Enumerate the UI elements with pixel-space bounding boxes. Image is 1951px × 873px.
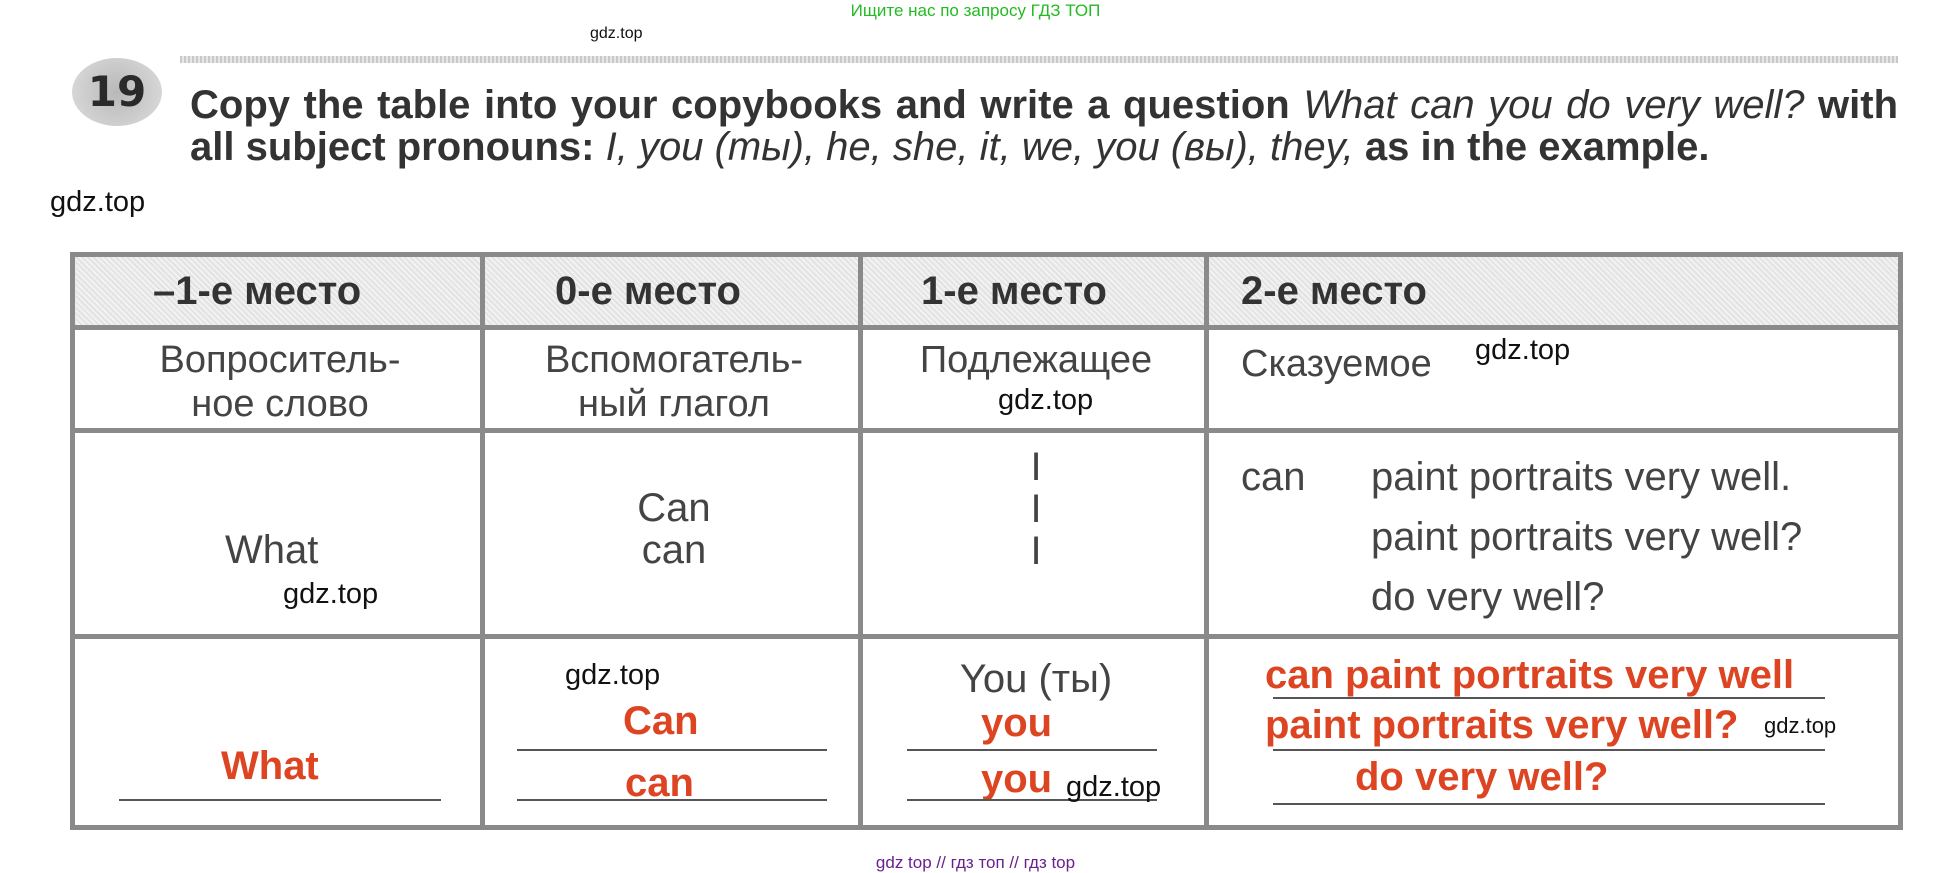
header-label: 2-е место	[1241, 269, 1427, 313]
header-cell	[861, 255, 1207, 328]
role-line: Вопроситель-	[159, 339, 401, 382]
example-cell	[73, 430, 483, 636]
answer-subject-1: you	[981, 700, 1053, 745]
answer-underline	[1273, 697, 1825, 699]
header-cell	[483, 255, 861, 328]
answer-underline	[119, 799, 441, 801]
watermark-you: gdz.top	[1066, 770, 1162, 803]
instruction-question: What can you do very well?	[1303, 83, 1805, 127]
role-cell	[483, 328, 861, 431]
watermark-what: gdz.top	[283, 577, 379, 610]
footer-links[interactable]: gdz top // гдз топ // гдз top	[875, 853, 1076, 872]
watermark-predicate-row: gdz.top	[1764, 712, 1837, 738]
instruction-part1: Copy the table into your copybooks and write a question	[190, 83, 1290, 127]
decorative-rule	[180, 56, 1898, 63]
answer-aux-1: Can	[623, 698, 699, 743]
role-row	[73, 328, 1901, 431]
role-cell	[1207, 328, 1901, 431]
answer-underline	[1273, 803, 1825, 805]
role-cell	[861, 328, 1207, 431]
example-row	[73, 430, 1901, 636]
example-cell	[1207, 430, 1901, 636]
answer-cell	[1207, 636, 1901, 827]
top-banner[interactable]: Ищите нас по запросу ГДЗ ТОП	[850, 1, 1101, 20]
example-qword: What	[225, 527, 319, 572]
watermark-predicate: gdz.top	[1475, 334, 1571, 367]
role-line: Вспомогатель-	[544, 339, 804, 382]
watermark-left: gdz.top	[50, 186, 146, 218]
example-subject: I	[1030, 444, 1042, 489]
example-subject: I	[1030, 486, 1042, 531]
answer-aux-2: can	[625, 760, 694, 805]
role-line: ный глагол	[578, 383, 770, 426]
header-cell	[73, 255, 483, 328]
example-subject: I	[1030, 528, 1042, 573]
example-predicate: paint portraits very well?	[1371, 514, 1803, 559]
role-subject: Подлежащее	[919, 339, 1153, 382]
instruction-part3: with all subject pronouns:	[190, 83, 1898, 169]
exercise-number-badge: 19	[72, 58, 162, 126]
role-predicate: Сказуемое	[1241, 343, 1432, 386]
example-aux-2: can	[641, 527, 707, 572]
answer-subject-2: you	[981, 756, 1053, 801]
role-line: ное слово	[191, 383, 369, 426]
role-cell	[73, 328, 483, 431]
answer-predicate: can paint portraits very well	[1265, 652, 1795, 697]
role-qword	[75, 338, 485, 426]
role-aux	[485, 338, 863, 426]
instruction-pronouns: I, you (ты), he, she, it, we, you (вы), they,	[605, 125, 1354, 169]
answer-predicate: do very well?	[1355, 754, 1609, 799]
watermark-subject: gdz.top	[998, 384, 1094, 417]
header-cell	[1207, 255, 1901, 328]
answer-subject-given: You (ты)	[959, 656, 1113, 701]
example-predicate: do very well?	[1371, 574, 1605, 619]
watermark-aux: gdz.top	[565, 658, 661, 691]
answer-underline	[517, 749, 827, 751]
example-cell	[861, 430, 1207, 636]
example-aux-1: Can	[637, 485, 711, 530]
answer-qword: What	[221, 743, 319, 788]
header-label: 1-е место	[921, 269, 1107, 313]
answer-predicate: paint portraits very well?	[1265, 702, 1739, 747]
answer-cell	[861, 636, 1207, 827]
example-can: can	[1241, 454, 1306, 499]
example-cell	[483, 430, 861, 636]
exercise-instruction	[190, 84, 1898, 168]
header-label: –1-е место	[153, 269, 362, 313]
header-label: 0-е место	[555, 269, 741, 313]
grammar-table	[70, 252, 1903, 830]
answer-underline	[907, 749, 1157, 751]
answer-cell	[483, 636, 861, 827]
answer-underline	[517, 799, 827, 801]
header-row	[73, 255, 1901, 328]
watermark-top: gdz.top	[590, 25, 643, 42]
answer-cell	[73, 636, 483, 827]
instruction-part5: as in the example.	[1364, 125, 1710, 169]
answer-row	[73, 636, 1901, 827]
answer-underline	[1273, 749, 1825, 751]
example-predicate: paint portraits very well.	[1371, 454, 1792, 499]
